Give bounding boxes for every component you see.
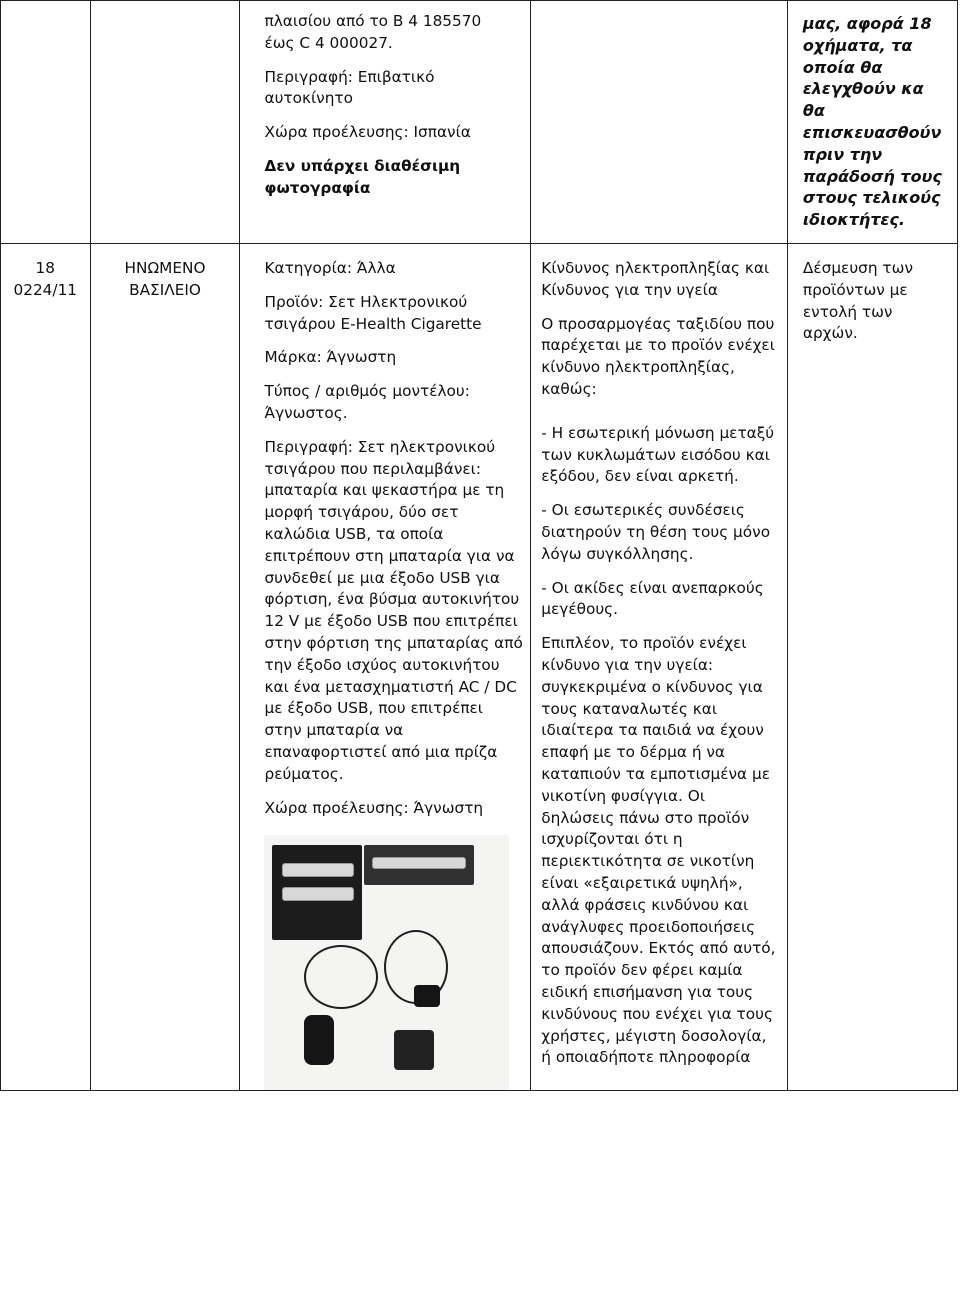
table-row xyxy=(1,244,958,1091)
risk-intro: Ο προσαρμογέας ταξιδίου που παρέχεται με το προϊόν ενέχει κίνδυνο ηλεκτροπληξίας, καθώς: xyxy=(541,314,775,398)
product-cell xyxy=(240,1,531,244)
frame-range-line1: πλαισίου από το B 4 185570 xyxy=(264,12,482,30)
product-cell xyxy=(240,244,531,1091)
table-row xyxy=(1,1,958,244)
notification-code: 0224/11 xyxy=(13,280,78,299)
risk-cell xyxy=(531,244,788,1091)
product-category: Κατηγορία: Άλλα xyxy=(264,259,396,277)
country-cell xyxy=(90,1,240,244)
country-line1: ΗΝΩΜΕΝΟ xyxy=(124,259,206,277)
product-name: Προϊόν: Σετ Ηλεκτρονικού τσιγάρου E-Health Cigarette xyxy=(264,292,482,333)
no-photo-notice: Δεν υπάρχει διαθέσιμη φωτογραφία xyxy=(264,156,461,197)
measures-cell xyxy=(787,244,957,1091)
risk-point-2: - Οι εσωτερικές συνδέσεις διατηρούν τη θέση τους μόνο λόγω συγκόλλησης. xyxy=(541,501,771,563)
number-cell xyxy=(1,1,91,244)
risk-extra: Επιπλέον, το προϊόν ενέχει κίνδυνο για την υγεία: συγκεκριμένα ο κίνδυνος για τους καταναλωτές και ιδιαίτερα τα παιδιά να έχουν επαφή με το δέρμα ή να καταπιούν τα εμποτισμένα με νικοτίνη φυσίγγια. Οι δηλώσεις πάνω στο προϊόν ισχυρίζονται ότι η περιεκτικότητα σε νικοτίνη είναι «εξαιρετικά υψηλή», αλλά φράσεις κινδύνου και ανάγλυφες προειδοποιήσεις απουσιάζουν. Εκτός από αυτό, το προϊόν δεν φέρει καμία ειδική επισήμανση για τους κινδύνους που ενέχει για τους χρήστες, μέγιστη δοσολογία, ή οποιαδήποτε πληροφορία xyxy=(541,634,776,1067)
frame-range-line2: έως C 4 000027. xyxy=(264,33,393,52)
risk-cell xyxy=(531,1,788,244)
risk-point-3: - Οι ακίδες είναι ανεπαρκούς μεγέθους. xyxy=(541,578,764,619)
measures-text: μας, αφορά 18 οχήματα, τα οποία θα ελεγχθούν κα θα επισκευασθούν πριν την παράδοσή τους στους τελικούς ιδιοκτήτες. xyxy=(802,14,942,230)
row-number: 18 xyxy=(35,259,55,277)
product-photo xyxy=(264,835,509,1090)
country-line2: ΒΑΣΙΛΕΙΟ xyxy=(129,280,201,299)
product-model: Τύπος / αριθμός μοντέλου: Άγνωστος. xyxy=(264,382,470,422)
risk-type: Κίνδυνος ηλεκτροπληξίας και Κίνδυνος για την υγεία xyxy=(541,259,770,299)
product-origin: Χώρα προέλευσης: Άγνωστη xyxy=(264,798,484,817)
product-description: Περιγραφή: Επιβατικό αυτοκίνητο xyxy=(264,67,435,108)
country-cell xyxy=(90,244,240,1091)
risk-point-1: - Η εσωτερική μόνωση μεταξύ των κυκλωμάτων εισόδου και εξόδου, δεν είναι αρκετή. xyxy=(541,423,775,486)
number-cell xyxy=(1,244,91,1091)
measures-text: Δέσμευση των προϊόντων με εντολή των αρχών. xyxy=(802,259,913,343)
product-brand: Μάρκα: Άγνωστη xyxy=(264,348,397,367)
product-description: Περιγραφή: Σετ ηλεκτρονικού τσιγάρου που περιλαμβάνει: μπαταρία και ψεκαστήρα με τη μορφή τσιγάρου, δύο σετ καλώδια USB, τα οποία επιτρέπουν στη μπαταρία για να συνδεθεί με μια έξοδο USB για φόρτιση, ένα βύσμα αυτοκινήτου 12 V με έξοδο USB που επιτρέπει στην φόρτιση της μπαταρίας από την έξοδο ισχύος αυτοκινήτου και ένα μετασχηματιστή AC / DC με έξοδο USB, που επιτρέπει στην μπαταρία να επαναφορτιστεί από μια πρίζα ρεύματος. xyxy=(264,437,523,783)
measures-cell xyxy=(787,1,957,244)
origin-country: Χώρα προέλευσης: Ισπανία xyxy=(264,123,471,142)
